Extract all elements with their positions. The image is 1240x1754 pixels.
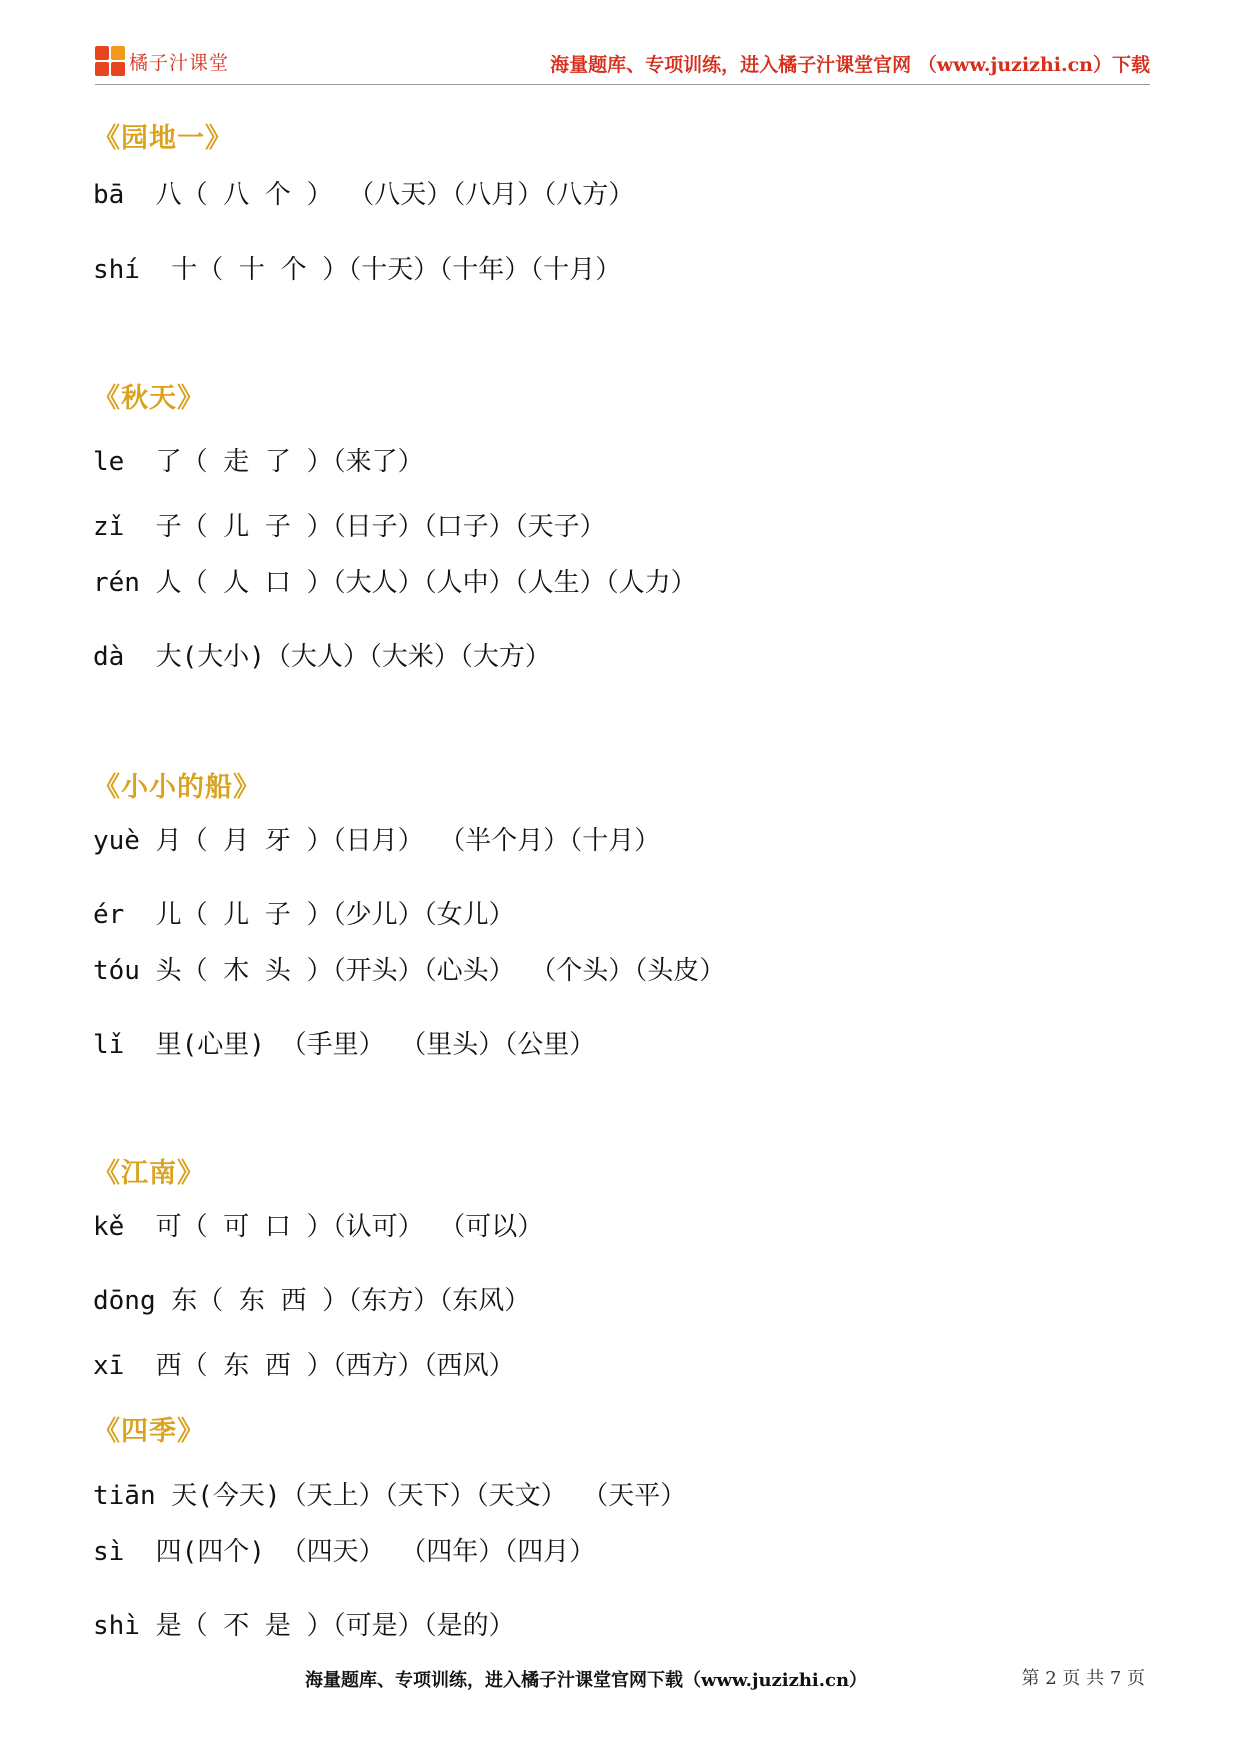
section-title: 《园地一》 [93,123,233,154]
word-line: tóu 头（ 木 头 ）（开头）（心头） （个头）（头皮） [93,956,726,986]
word-line: yuè 月（ 月 牙 ）（日月） （半个月）（十月） [93,826,661,856]
section-title: 《江南》 [93,1158,205,1189]
header-slogan: 海量题库、专项训练，进入橘子汁课堂官网 （www.juzizhi.cn）下载 [550,54,1150,76]
word-line: bā 八（ 八 个 ） （八天）（八月）（八方） [93,180,635,210]
word-line: dōng 东（ 东 西 ）（东方）（东风） [93,1286,531,1316]
footer-slogan: 海量题库、专项训练，进入橘子汁课堂官网下载（www.juzizhi.cn） [305,1670,868,1691]
page-footer [0,1660,1240,1700]
word-line: shì 是（ 不 是 ）（可是）（是的） [93,1611,515,1641]
word-line: kě 可（ 可 口 ）（认可） （可以） [93,1212,544,1242]
page-header [95,40,1150,85]
section-title: 《小小的船》 [93,772,261,803]
word-line: tiān 天(今天)（天上）（天下）（天文） （天平） [93,1481,687,1511]
word-line: le 了（ 走 了 ）（来了） [93,447,424,477]
word-line: shí 十（ 十 个 ）（十天）（十年）（十月） [93,255,622,285]
section-title: 《四季》 [93,1416,205,1447]
word-line: ér 儿（ 儿 子 ）（少儿）（女儿） [93,900,515,930]
page-number: 第 2 页 共 7 页 [1021,1668,1145,1689]
logo [95,46,229,76]
section-title: 《秋天》 [93,383,205,414]
word-line: xī 西（ 东 西 ）（西方）（西风） [93,1351,515,1381]
word-line: rén 人（ 人 口 ）（大人）（人中）（人生）（人力） [93,568,697,598]
logo-text: 橘子汁课堂 [129,51,230,74]
word-line: lǐ 里(心里) （手里） （里头）（公里） [93,1030,596,1060]
word-line: sì 四(四个) （四天） （四年）（四月） [93,1537,596,1567]
word-line: dà 大(大小)（大人）（大米）（大方） [93,642,551,672]
word-line: zǐ 子（ 儿 子 ）（日子）（口子）（天子） [93,512,606,542]
logo-icon [95,46,125,76]
